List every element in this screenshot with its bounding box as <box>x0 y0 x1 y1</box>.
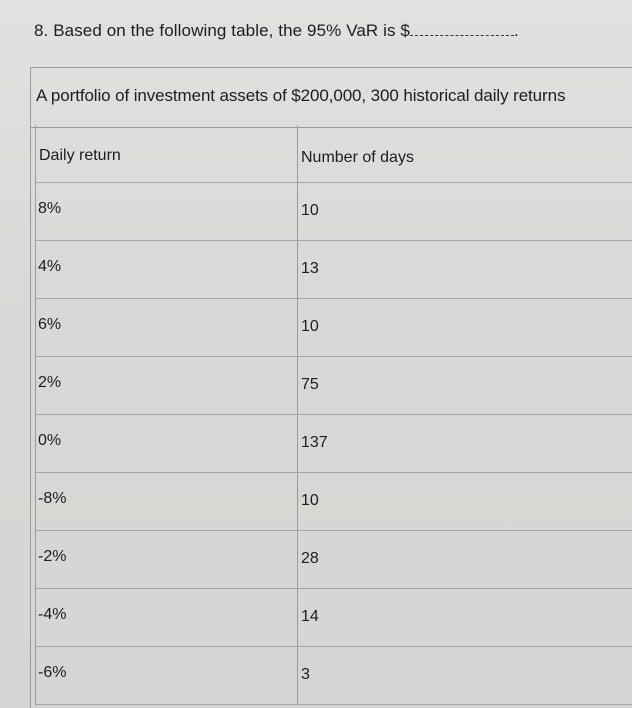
table-row <box>35 415 632 473</box>
table-row <box>35 473 632 531</box>
answer-blank[interactable] <box>410 21 514 36</box>
number-of-days-cell: 28 <box>298 531 632 588</box>
daily-return-cell: 8% <box>35 183 298 240</box>
header-daily-return: Daily return <box>35 125 298 182</box>
number-of-days-cell: 10 <box>298 183 632 240</box>
table-row <box>35 589 632 647</box>
question-text <box>34 21 519 41</box>
number-of-days-cell: 10 <box>298 473 632 530</box>
number-of-days-cell: 3 <box>298 647 632 704</box>
daily-return-cell: 0% <box>35 415 298 472</box>
table-row <box>35 183 632 241</box>
daily-return-cell: 4% <box>35 241 298 298</box>
table-caption-text: A portfolio of investment assets of $200,000, 300 historical daily returns <box>36 86 566 105</box>
table-row <box>35 531 632 589</box>
daily-return-cell: -4% <box>35 589 298 646</box>
number-of-days-cell: 75 <box>298 357 632 414</box>
table-header-row <box>35 125 632 183</box>
daily-return-cell: -2% <box>35 531 298 588</box>
table-row <box>35 647 632 705</box>
returns-table <box>30 67 632 708</box>
header-number-of-days: Number of days <box>298 125 632 182</box>
number-of-days-cell: 137 <box>298 415 632 472</box>
number-of-days-cell: 10 <box>298 299 632 356</box>
number-of-days-cell: 13 <box>298 241 632 298</box>
table-row <box>35 357 632 415</box>
question-prompt: 8. Based on the following table, the 95% VaR is $ <box>34 21 410 40</box>
question-suffix: . <box>514 21 519 40</box>
daily-return-cell: 2% <box>35 357 298 414</box>
table-row <box>35 241 632 299</box>
daily-return-cell: -8% <box>35 473 298 530</box>
daily-return-cell: 6% <box>35 299 298 356</box>
table-row <box>35 299 632 357</box>
daily-return-cell: -6% <box>35 647 298 704</box>
number-of-days-cell: 14 <box>298 589 632 646</box>
table-caption <box>31 68 632 128</box>
table-grid <box>35 125 632 705</box>
